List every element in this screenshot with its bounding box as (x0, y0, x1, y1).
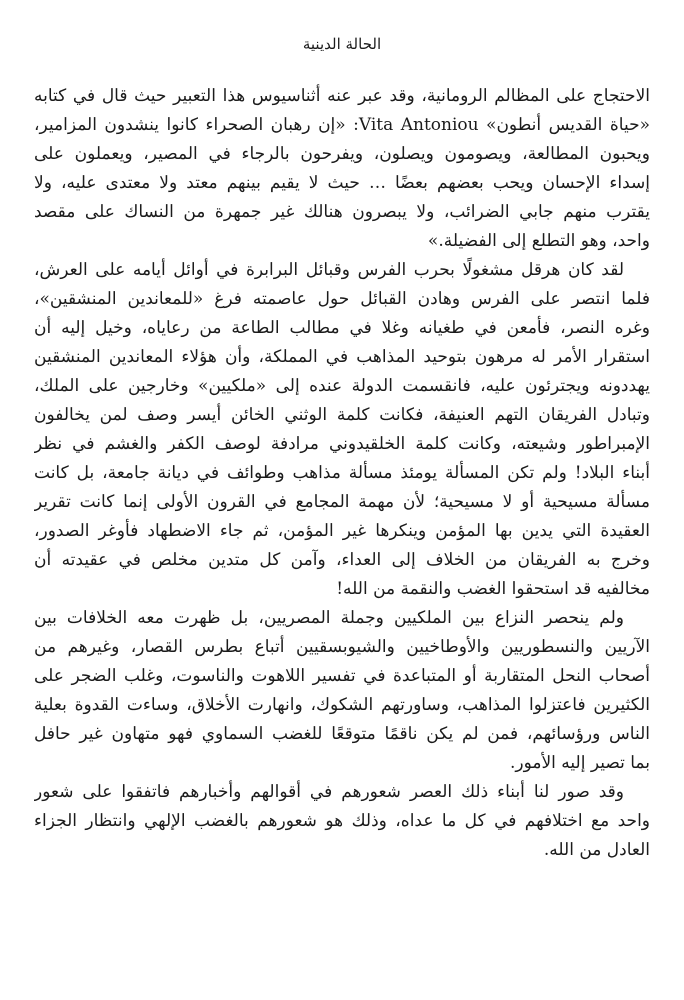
text-line: مسألة مسيحية أو لا مسيحية؛ لأن مهمة المجامع في القرون الأولى إنما كانت تقرير (34, 492, 650, 512)
text-line: لقد كان هرقل مشغولًا بحرب الفرس وقبائل البرابرة في أوائل أيامه على العرش، (34, 260, 624, 280)
text-line: أصحاب النحل المتقاربة أو المتباعدة في تفسير اللاهوت والناسوت، وغلب الضجر على (34, 666, 650, 686)
text-line: ويحبون المطالعة، ويصومون ويصلون، ويفرحون بالرجاء في المصير، ويعملون على (34, 144, 650, 164)
text-line: الناس ورؤسائهم، فمن لم يكن ناقمًا متوقعًا للغضب السماوي فهو متهاون غير حافل (34, 724, 650, 744)
text-line: وقد صور لنا أبناء ذلك العصر شعورهم في أقوالهم وأخبارهم فاتفقوا على شعور (34, 782, 624, 802)
text-line: إسداء الإحسان ويحب بعضهم بعضًا … حيث لا يقيم بينهم معتد ولا معتدى عليه، ولا (34, 173, 650, 193)
text-line: مخالفيه قد استحقوا الغضب والنقمة من الله! (336, 579, 650, 599)
text-line: الاحتجاج على المظالم الرومانية، وقد عبر عنه أثناسيوس هذا التعبير حيث قال في كتابه (34, 86, 650, 106)
text-line: العقيدة التي يدين بها المؤمن وينكرها غير المؤمن، ثم جاء الاضطهاد فأوغر الصدور، (34, 521, 650, 541)
paragraph-4 (34, 778, 650, 865)
text-line: واحد مع اختلافهم في كل ما عداه، وذلك هو شعورهم بالغضب الإلهي وانتظار الجزاء (34, 811, 650, 831)
text-line: وخرج به الفريقان من الخلاف إلى العداء، وآمن كل متدين مخلص في عقيدته أن (34, 550, 650, 570)
paragraph-2 (34, 256, 650, 604)
text-line: استقرار الأمر له مرهون بتوحيد المذاهب في المملكة، وأن هؤلاء المعاندين المنشقين (34, 347, 650, 367)
text-line: «حياة القديس أنطون» Vita Antoniou: «إن رهبان الصحراء كانوا ينشدون المزامير، (34, 115, 650, 135)
paragraph-3 (34, 604, 650, 778)
text-line: الإمبراطور وشيعته، وكانت كلمة الخلقيدوني مرادفة لوصف الكفر والغشم في نظر (34, 434, 650, 454)
text-line: فلما انتصر على الفرس وهادن القبائل حول عاصمته فرغ «للمعاندين المنشقين»، (34, 289, 650, 309)
text-line: واحد، وهو التطلع إلى الفضيلة.» (427, 231, 650, 251)
text-line: يقترب منهم جابي الضرائب، ولا يبصرون هنالك غير جمهرة من النساك على مقصد (34, 202, 650, 222)
text-line: يهددونه ويجترئون عليه، فانقسمت الدولة عنده إلى «ملكيين» وخارجين على الملك، (34, 376, 650, 396)
text-line: العادل من الله. (543, 840, 650, 860)
text-line: ولم ينحصر النزاع بين الملكيين وجملة المصريين، بل ظهرت معه الخلافات بين (34, 608, 624, 628)
text-line: الآريين والنسطوريين والأوطاخيين والشيوبسقيين أتباع بطرس القصار، وغيرهم من (34, 637, 650, 657)
text-line: بما تصير إليه الأمور. (509, 753, 650, 773)
text-line: الكثيرين فاعتزلوا المذاهب، وساورتهم الشكوك، وانهارت الأخلاق، وساءت القدوة بعلية (34, 695, 650, 715)
text-line: وتبادل الفريقان التهم العنيفة، فكانت كلمة الوثني الخائن أيسر وصف لمن يخالفون (34, 405, 650, 425)
running-header: الحالة الدينية (302, 35, 382, 53)
text-line: أبناء البلاد! ولم تكن المسألة يومئذ مسألة مذاهب وطوائف في ديانة جامعة، بل كانت (34, 463, 650, 483)
text-line: وغره النصر، فأمعن في طغيانه وغلا في مطالب الطاعة من رعاياه، وخيل إليه أن (34, 318, 650, 338)
body-text (34, 82, 650, 865)
paragraph-1 (34, 82, 650, 256)
